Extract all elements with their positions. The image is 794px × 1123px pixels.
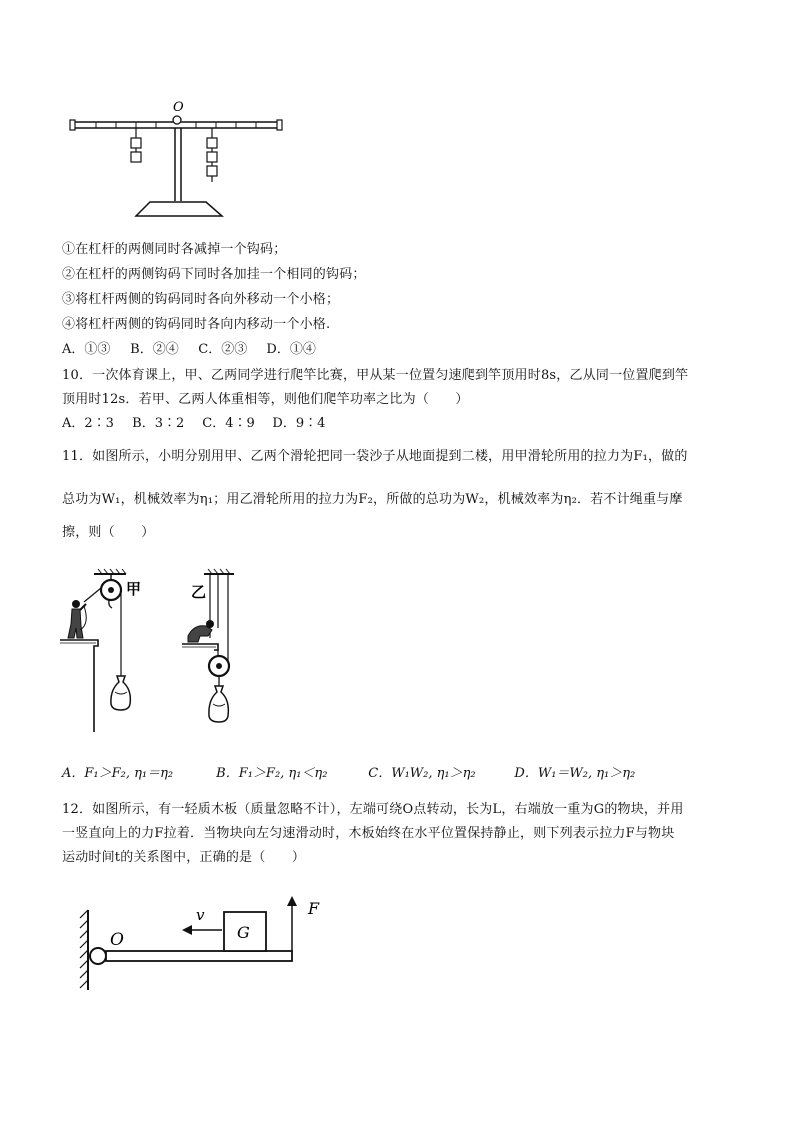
q11-option-a[interactable]: A．F₁＞F₂, η₁＝η₂	[62, 766, 174, 781]
q9-option-c[interactable]: C．②③	[198, 342, 248, 357]
q11-option-b[interactable]: B．F₁＞F₂, η₁＜η₂	[216, 766, 328, 781]
q11-options	[62, 762, 654, 781]
q9-option-b[interactable]: B．②④	[130, 342, 179, 357]
q11-line-2: 总功为W₁，机械效率为η₁；用乙滑轮所用的拉力为F₂，所做的总功为W₂，机械效率为η₂．若不计绳重与摩	[62, 492, 683, 507]
q10-option-c[interactable]: C．4∶9	[202, 416, 255, 431]
q9-statement-4: ④将杠杆两侧的钩码同时各向内移动一个小格.	[62, 317, 331, 332]
force-label: F	[308, 899, 320, 918]
q11-option-d[interactable]: D．W₁＝W₂, η₁＞η₂	[514, 766, 636, 781]
q11-line-3: 擦，则（ ）	[62, 525, 155, 540]
q10-option-a[interactable]: A．2∶3	[62, 416, 114, 431]
q9-options	[62, 338, 330, 357]
block-label: G	[237, 923, 250, 942]
board-pivot-label: O	[110, 930, 124, 950]
q9-option-d[interactable]: D．①④	[266, 342, 316, 357]
q11-line-1: 11．如图所示，小明分别用甲、乙两个滑轮把同一袋沙子从地面提到二楼，用甲滑轮所用的拉力为F₁，做的	[62, 449, 688, 464]
pulley-label-yi: 乙	[191, 583, 207, 601]
q9-option-a[interactable]: A．①③	[62, 342, 111, 357]
q12-line-2: 一竖直向上的力F拉着．当物块向左匀速滑动时，木板始终在水平位置保持静止，则下列表示拉力F与物块	[62, 826, 675, 841]
pulley-label-jia: 甲	[126, 580, 142, 598]
q12-line-1: 12．如图所示，有一轻质木板（质量忽略不计），左端可绕O点转动，长为L，右端放一重为G的物块，并用	[62, 802, 684, 817]
q9-statement-2: ②在杠杆的两侧钩码下同时各加挂一个相同的钩码；	[62, 267, 366, 282]
q10-line-2: 顶用时12s．若甲、乙两人体重相等，则他们爬竿功率之比为（ ）	[62, 392, 469, 407]
lever-figure	[66, 98, 296, 223]
q10-options	[62, 412, 338, 431]
q12-line-3: 运动时间t的关系图中，正确的是（ ）	[62, 850, 306, 865]
q9-statement-1: ①在杠杆的两侧同时各减掉一个钩码；	[62, 242, 287, 257]
q10-option-d[interactable]: D．9∶4	[272, 416, 326, 431]
q10-option-b[interactable]: B．3∶2	[132, 416, 185, 431]
q9-statement-3: ③将杠杆两侧的钩码同时各向外移动一个小格；	[62, 292, 340, 307]
velocity-label: v	[196, 906, 205, 924]
board-figure	[76, 890, 336, 1000]
q10-line-1: 10．一次体育课上，甲、乙两同学进行爬竿比赛，甲从某一位置匀速爬到竿顶用时8s，乙从同一位置爬到竿	[62, 368, 689, 383]
lever-pivot-label: O	[173, 100, 184, 115]
pulley-figure	[60, 566, 250, 738]
q11-option-c[interactable]: C．W₁W₂, η₁＞η₂	[368, 766, 476, 781]
